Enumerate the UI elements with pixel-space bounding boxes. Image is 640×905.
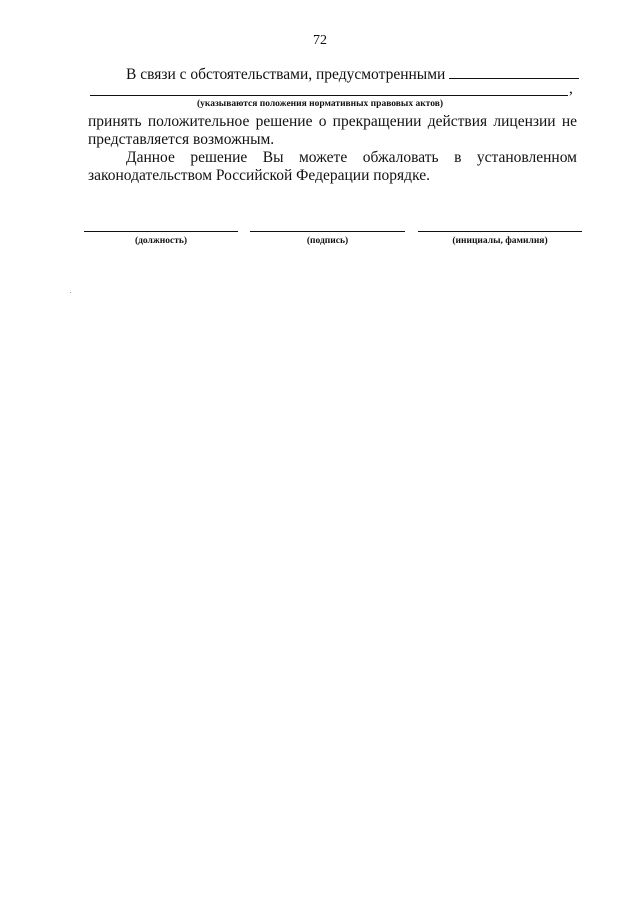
line-comma: , — [569, 80, 573, 97]
intro-text: В связи с обстоятельствами, предусмотренными — [126, 66, 446, 83]
blank-fill-rule — [449, 64, 579, 79]
paragraph1-line1: принять положительное решение о прекращении действия лицензии не — [88, 113, 577, 130]
name-caption: (инициалы, фамилия) — [452, 236, 548, 246]
legal-acts-caption: (указываются положения нормативных правовых актов) — [196, 99, 444, 109]
blank-long-rule — [90, 95, 568, 96]
intro-line — [126, 64, 579, 84]
position-caption: (должность) — [134, 236, 188, 246]
signature-caption: (подпись) — [306, 236, 349, 246]
name-rule — [418, 231, 582, 232]
paragraph2-line1: Данное решение Вы можете обжаловать в установленном — [126, 149, 577, 166]
position-rule — [84, 231, 238, 232]
paragraph2-line2: законодательством Российской Федерации порядке. — [88, 167, 430, 184]
signature-rule — [250, 231, 405, 232]
page-number: 72 — [313, 33, 327, 48]
paragraph1-line2: представляется возможным. — [88, 131, 275, 148]
scan-speck — [70, 292, 71, 293]
